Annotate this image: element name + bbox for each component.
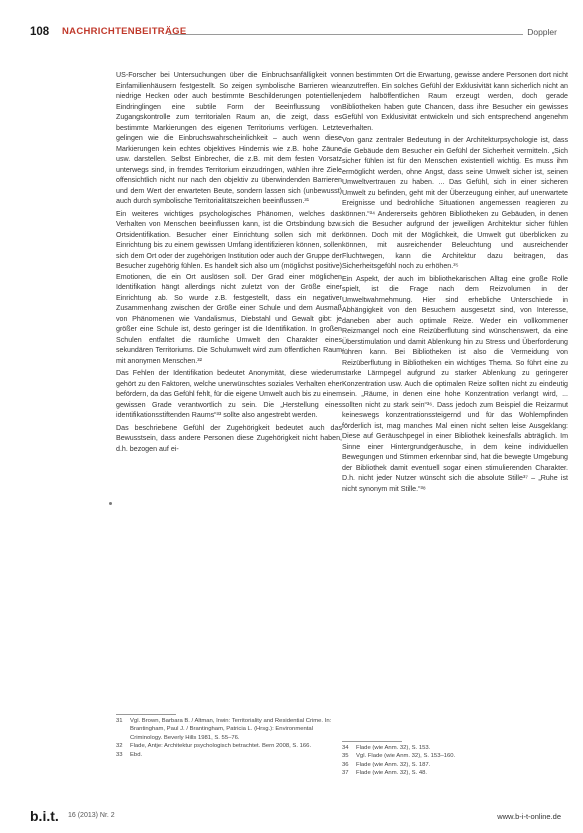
left-column <box>116 70 342 456</box>
footnote-rule <box>342 741 402 742</box>
footnote-rule <box>116 714 176 715</box>
footnote <box>342 752 568 760</box>
page-footer <box>0 800 583 833</box>
paragraph: nen bestimmten Ort die Erwartung, gewisse andere Personen dort nicht anzutreffen. Ein solches Gefühl der Exklusivität kann sicherlich nicht an jedem halböffentlichen Raum erzeugt werden, doch gerade Bibliotheken haben gute Chancen, dass ihre Besucher ein gewisses Gefühl von Exklusivität entwickeln und sich entsprechend angenehm verhalten. <box>342 71 568 132</box>
footnotes-right <box>342 741 568 778</box>
issue-info: 16 (2013) Nr. 2 <box>68 812 115 819</box>
page-header <box>0 0 583 50</box>
paragraph: Das beschriebene Gefühl der Zugehörigkeit bedeutet auch das Bewusstsein, dass andere Personen diese Zugehörigkeit nicht haben, d.h. bezogen auf ei- <box>116 423 342 453</box>
footnote-text: Flade (wie Anm. 32), S. 48. <box>356 770 428 777</box>
footnote <box>116 742 342 750</box>
journal-logo: b.i.t. <box>30 808 59 824</box>
footnote-text: Vgl. Brown, Barbara B. / Altman, Irwin: Territoriality and Residential Crime. In: Brantingham, Paul J. / Brantingham, Patricia L. (Hrsg.): Environmental Criminology. Beverly Hills 1981, S. 55–76. <box>130 718 332 741</box>
footnote-number: 34 <box>342 745 349 751</box>
section-title: NACHRICHTENBEITRÄGE <box>62 26 187 37</box>
footnote <box>342 744 568 752</box>
footnote-number: 32 <box>116 743 123 750</box>
footnote-text: Flade (wie Anm. 32), S. 153. <box>356 745 431 751</box>
paragraph: Ein weiteres wichtiges psychologisches Phänomen, welches das Verhalten von Menschen beeinflussen kann, ist die Ortsbindung bzw. Ortsidentifikation. Besucher einer Einrichtung sollen sich mit der Einrichtung bis zu einem gewissen Umfang identifizieren können, sollen sich dem Ort oder der zugehörigen Institution oder auch der Gruppe der Besucher zugehörig fühlen. Es handelt sich also um (möglichst positive) Emotionen, die ein Ort auslösen soll. Der Grad einer möglichen Identifikation hängt allerdings nicht zuletzt von der Größe einer Einrichtung ab. So wurde z.B. festgestellt, dass ein negativer Zusammenhang zwischen der Größe einer Schule und dem Ausmaß von Phänomenen wie Vandalismus, Diebstahl und Gewalt gibt: je größer eine Schule ist, desto geringer ist die Identifikation. In großen Schulen entfaltet die räumliche Umwelt den Charakter eines sekundären Territoriums. Die Schulumwelt wird zum öffentlichen Raum mit anonymen Menschen.³² <box>116 209 342 365</box>
journal-url[interactable]: www.b-i-t-online.de <box>497 812 561 821</box>
footnote-text: Flade, Antje: Architektur psychologisch betrachtet. Bern 2008, S. 166. <box>130 743 312 750</box>
author-tag: Doppler <box>527 27 557 37</box>
paragraph: Von ganz zentraler Bedeutung in der Architekturpsychologie ist, dass die Gebäude dem Besucher ein Gefühl der Sicherheit vermitteln. „Sich sicher fühlen ist für den Menschen existentiell wichtig. Es muss ihm ermöglicht werden, ohne Angst, dass seine Umwelt sicher ist, seinen Umweltvertrauen zu haben. ... Das Gefühl, sich in einer sicheren Umwelt zu befinden, geht mit der Überzeugung einher, auf unerwartete Ereignisse und bedrohliche Situationen angemessen reagieren zu können.“³⁴ Andererseits gehören Bibliotheken zu Gebäuden, in denen sich die Besucher aufgrund der jeweiligen Architektur sicher fühlen können. Doch mit der Möglichkeit, die Umwelt gut überblicken zu können, mit ausreichender Beleuchtung und ausreichender Fluchtwegen, kann die Architektur dazu beitragen, das Sicherheitsgefühl noch zu erhöhen.³⁵ <box>342 136 568 270</box>
footnote <box>116 717 342 742</box>
paragraph: Das Fehlen der Identifikation bedeutet Anonymität, diese wiederum gehört zu den Faktoren, welche unerwünschtes soziales Verhalten eher befördern, da das Gefühl fehlt, für die eigene Umwelt auch bis zu einem gewissen Grade verantwortlich zu sein. Die „Herstellung eines identifikationsstiftenden Raums“³³ sollte also angestrebt werden. <box>116 369 342 419</box>
paragraph: US-Forscher bei Untersuchungen über die Einbruchsanfälligkeit von Einfamilienhäusern festgestellt. So zeigen symbolische Barrieren wie niedrige Hecken oder auch bestimmte Beschilderungen potentiellen Eindringlingen eine subtile Form der Beeinflussung von Zugangskontrolle zum territorialen Raum an, die zeigt, dass es bestimmte Markierungen des eigenen Territoriums verfügen. Letzte gelingen wie die Einbruchswahrscheinlichkeit – auch wenn diese Markierungen kein echtes objektives Hindernis wie z.B. hohe Zäune usw. darstellen. Selbst Einbrecher, die z.B. mit dem festen Vorsatz unterwegs sind, in fremdes Territorium einzudringen, wählen ihre Ziele offensichtlich nicht nur nach den objektiv zu überwindenden Barrieren und dem Wert der erwarteten Beute, sondern lassen sich (unbewusst) auch durch symbolische Territorialitätszeichen beeinflussen.³¹ <box>116 71 342 205</box>
header-rule <box>168 34 523 35</box>
footnote-number: 36 <box>342 761 349 768</box>
footnote-text: Flade (wie Anm. 32), S. 187. <box>356 761 431 768</box>
footnote-number: 35 <box>342 753 349 760</box>
footnote-number: 31 <box>116 718 123 724</box>
right-column <box>342 70 568 496</box>
footnote <box>342 761 568 769</box>
footnote-number: 33 <box>116 751 123 758</box>
paragraph: Ein Aspekt, der auch im bibliothekarischen Alltag eine große Rolle spielt, ist die Frage nach dem Reizvolumen in der Umweltwahrnehmung. Hier sind erhebliche Unterschiede in Abhängigkeit von den Besuchern ausgesetzt sind, von Interesse, daneben aber auch optimale Reize. Weder ein vollkommener Reizmangel noch eine Reizüberflutung sind wünschenswert, da eine Überstimulation und damit Ablenkung hin zu Stress und Überforderung führen kann. Bei Bibliotheken ist also die Vermeidung von Reizüberflutung in Bibliotheken ein wichtiges Thema. So führt eine zu starke Lärmpegel aufgrund zu starker Ablenkung zu geringerer Konzentration usw. Auch die optimalen Reize sollten nicht zu eindeutig sein. „Räume, in denen eine hohe Konzentration verlangt wird, ... sollten nicht zu stark sein“³⁶. Dass jedoch zum Beispiel die Reizarmut keineswegs konzentrationssteigernd und für das Wohlempfinden förderlich ist, mag manches Mal einen nicht selten leise Ausgeklang: Diese auf Geräuschpegel in einer Bibliothek keinesfalls abträglich. Im Sinne einer Hintergrundgeräusche, in dem keine individuellen Bewegungen und Stimmen erkennbar sind, hat die bewegte Umgebung der Bibliothek damit eventuell sogar einen stimulierenden Charakter. D.h. nicht jeder Nutzer wünscht sich die absolute Stille³⁷ – „Ruhe ist nicht synonym mit Stille.“³⁸ <box>342 274 568 493</box>
footnote-text: Ebd. <box>130 751 143 758</box>
footnote <box>342 769 568 777</box>
margin-mark <box>109 502 112 505</box>
page-number: 108 <box>30 26 50 38</box>
footnote-text: Vgl. Flade (wie Anm. 32), S. 153–160. <box>356 753 456 760</box>
footnote <box>116 751 342 759</box>
footnote-number: 37 <box>342 770 349 777</box>
footnotes-left <box>116 714 342 759</box>
